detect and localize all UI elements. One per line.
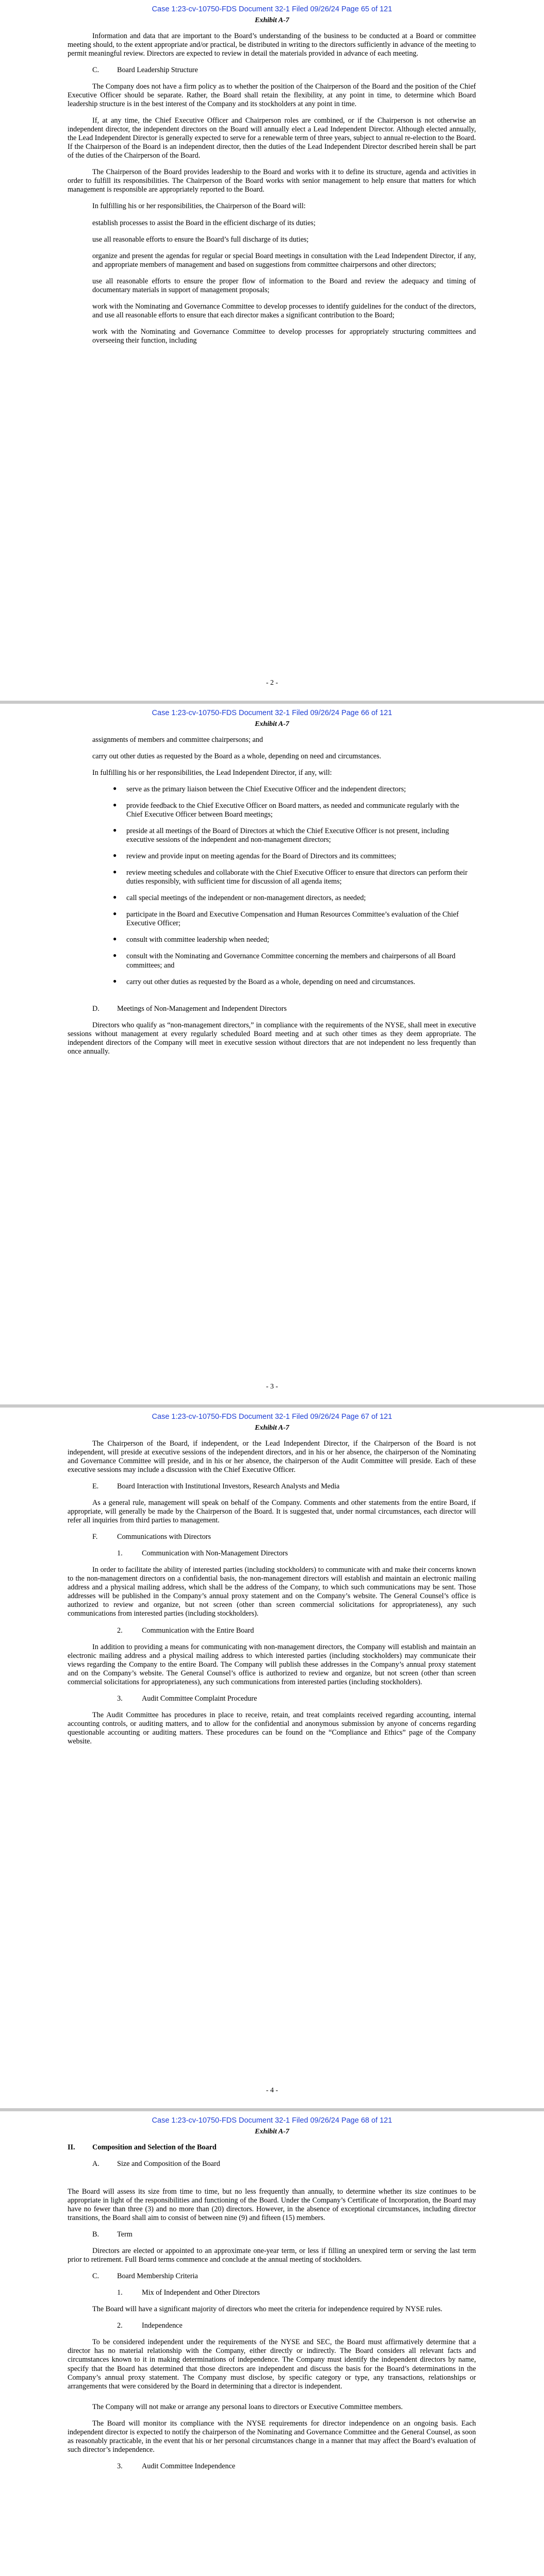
section-number: 3. [117, 1694, 123, 1703]
exhibit-label: Exhibit A-7 [255, 2128, 289, 2136]
bullet-item: ● participate in the Board and Executive Compensation and Human Resources Committee’s evaluation of the Chief Executive Officer; [113, 910, 476, 928]
paragraph: use all reasonable efforts to ensure the Board’s full discharge of its duties; [92, 235, 309, 244]
section-heading [68, 2289, 476, 2297]
exhibit-label: Exhibit A-7 [255, 1424, 289, 1432]
bullet-item: ● call special meetings of the independent or non-management directors, as needed; [113, 894, 476, 903]
bullet-item: ● carry out other duties as requested by the Board as a whole, depending on need and circumstances. [113, 978, 476, 987]
paragraph: In addition to providing a means for communicating with non-management directors, the Company will establish and maintain an electronic mailing address and a physical mailing address to which interested parties (including stockholders) may communicate their views regarding the Company to the entire Board. The Company will publish these addresses in the Company’s annual proxy statement and on the Company’s website. The General Counsel’s office is authorized to review and organize, but not screen (other than screen commercial solicitations for appropriateness), any such communications from interested parties (including stockholders). [68, 1642, 476, 1686]
section-number: E. [92, 1482, 99, 1491]
paragraph: The Company will not make or arrange any personal loans to directors or Executive Committee members. [92, 2402, 403, 2411]
section-heading [68, 1694, 476, 1703]
section-heading [68, 2143, 476, 2152]
paragraph: carry out other duties as requested by the Board as a whole, depending on need and circumstances. [92, 752, 382, 761]
section-number: 3. [117, 2462, 123, 2470]
section-heading [68, 2272, 476, 2281]
paragraph: work with the Nominating and Governance Committee to develop processes to identify guidelines for the conduct of the directors, and use all reasonable efforts to ensure that each director makes a significant contribution to the Board; [92, 302, 476, 319]
section-heading [68, 66, 476, 75]
page-header: Case 1:23-cv-10750-FDS Document 32-1 Filed 09/26/24 Page 66 of 121 [152, 709, 392, 717]
section-number: D. [92, 1004, 100, 1013]
paragraph: The Chairperson of the Board provides leadership to the Board and works with it to define its structure, agenda and activities in order to fulfill its responsibilities. The Chairperson of the Board works with senior management to help ensure that matters for which management is responsible are appropriately reported to the Board. [68, 168, 476, 194]
paragraph: Information and data that are important to the Board’s understanding of the business to be conducted at a Board or committee meeting should, to the extent appropriate and/or practical, be distributed in writing to the directors sufficiently in advance of the meeting to permit meaningful review. Directors are expected to review in detail the materials provided in advance of each meeting. [68, 32, 476, 58]
page-body [68, 1439, 476, 1754]
exhibit-label: Exhibit A-7 [255, 720, 289, 728]
section-heading [68, 1549, 476, 1558]
paragraph: The Board will monitor its compliance with the NYSE requirements for director independence on an ongoing basis. Each independent director is expected to notify the chairperson of the Nominating and Governance Committee and the General Counsel, as soon as reasonably practicable, in the event that his or her personal circumstances change in a manner that may affect the Board’s evaluation of such director’s independence. [68, 2419, 476, 2454]
page-header: Case 1:23-cv-10750-FDS Document 32-1 Filed 09/26/24 Page 65 of 121 [152, 5, 392, 13]
section-title: Mix of Independent and Other Directors [142, 2289, 260, 2297]
section-number: 2. [117, 1626, 123, 1635]
paragraph: assignments of members and committee chairpersons; and [92, 736, 263, 744]
section-title: Communication with the Entire Board [142, 1626, 254, 1635]
section-title: Term [117, 2230, 133, 2239]
spacer [68, 2399, 476, 2403]
bullet-item: ● consult with the Nominating and Governance Committee concerning the members and chairpersons of all Board committees; and [113, 952, 476, 970]
section-number: II. [68, 2143, 75, 2151]
page [0, 0, 544, 701]
page-number: - 3 - [266, 1383, 278, 1391]
paragraph: The Chairperson of the Board, if independent, or the Lead Independent Director, if the Chairperson of the Board is not independent, will preside at executive sessions of the independent directors, and in his or her absence, the chairperson of the Nominating and Governance Committee will preside, and in his or her absence, the chairperson of the Audit Committee will preside. Each of these executive sessions may include a discussion with the Chief Executive Officer. [68, 1439, 476, 1475]
section-title: Independence [142, 2321, 183, 2330]
paragraph: The Board will assess its size from time to time, but no less frequently than annually, to determine whether its size continues to be appropriate in light of the responsibilities and functioning of the Board. Under the Company’s Certificate of Incorporation, the Board may have no fewer than three (3) and no more than (20) directors. However, in the absence of exceptional circumstances, including director transitions, the Board shall aim to consist of between nine (9) and fifteen (15) members. [68, 2188, 476, 2223]
page-header: Case 1:23-cv-10750-FDS Document 32-1 Filed 09/26/24 Page 67 of 121 [152, 1413, 392, 1421]
section-heading [68, 2160, 476, 2168]
exhibit-label: Exhibit A-7 [255, 16, 289, 24]
paragraph: In fulfilling his or her responsibilities, the Lead Independent Director, if any, will: [92, 769, 332, 777]
page-body [68, 2143, 476, 2479]
paragraph: The Board will have a significant majority of directors who meet the criteria for independence required by NYSE rules. [92, 2305, 442, 2314]
page-body [68, 32, 476, 353]
section-heading [68, 1626, 476, 1635]
section-title: Size and Composition of the Board [117, 2160, 220, 2168]
section-number: 1. [117, 1549, 123, 1558]
section-number: C. [92, 66, 100, 75]
section-number: B. [92, 2230, 100, 2239]
section-title: Composition and Selection of the Board [92, 2143, 217, 2151]
spacer [68, 994, 476, 1005]
paragraph: As a general rule, management will speak on behalf of the Company. Comments and other statements from the entire Board, if appropriate, will generally be made by the Chairperson of the Board. It is suggested that, under normal circumstances, each director will refer all inquiries from third parties to management. [68, 1499, 476, 1525]
paragraph: establish processes to assist the Board in the efficient discharge of its duties; [92, 218, 316, 227]
page-number: - 2 - [266, 679, 278, 687]
paragraph: If, at any time, the Chief Executive Officer and Chairperson roles are combined, or if the Chairperson is not otherwise an independent director, the independent directors on the Board will annually elect a Lead Independent Director. Although elected annually, the Lead Independent Director is generally expected to serve for a renewable term of three years, subject to annual re-election to the Board. If the Chairperson of the Board is an independent director, then the duties of the Lead Independent Director described herein shall be part of the duties of the Chairperson of the Board. [68, 116, 476, 160]
section-heading [68, 1005, 476, 1013]
page [0, 1408, 544, 2108]
bullet-item: ● review and provide input on meeting agendas for the Board of Directors and its committees; [113, 852, 476, 861]
section-number: 2. [117, 2321, 123, 2330]
paragraph: Directors are elected or appointed to an approximate one-year term, or less if filling an unexpired term or serving the last term prior to retirement. Full Board terms commence and conclude at the annual meeting of stockholders. [68, 2247, 476, 2264]
paragraph: The Audit Committee has procedures in place to receive, retain, and treat complaints received regarding accounting, internal accounting controls, or auditing matters, and to allow for the confidential and anonymous submission by anyone of concerns regarding questionable accounting or auditing matters. These procedures can be found on the “Compliance and Ethics” page of the Company website. [68, 1710, 476, 1745]
section-number: A. [92, 2160, 100, 2168]
page-header: Case 1:23-cv-10750-FDS Document 32-1 Filed 09/26/24 Page 68 of 121 [152, 2116, 392, 2125]
section-title: Communications with Directors [117, 1533, 211, 1541]
section-heading [68, 1482, 476, 1491]
page-number: - 4 - [266, 2087, 278, 2094]
bullet-item: ● consult with committee leadership when needed; [113, 936, 476, 944]
section-heading [68, 2462, 476, 2471]
section-title: Communication with Non-Management Directors [142, 1549, 288, 1558]
section-heading [68, 1533, 476, 1541]
section-title: Meetings of Non-Management and Independent Directors [117, 1004, 287, 1013]
paragraph: In order to facilitate the ability of interested parties (including stockholders) to communicate with and make their concerns known to the non-management directors on a confidential basis, the non-management directors will establish and maintain an electronic mailing address and a physical mailing address, which shall be the address of the Company, to which such communications may be sent. Those addresses will be published in the Company’s annual proxy statement and on the Company’s website. The General Counsel’s office is authorized to review and organize, but not screen (other than screen commercial solicitations for appropriateness), any such communications from interested parties (including stockholders). [68, 1566, 476, 1618]
bullet-item: ● serve as the primary liaison between the Chief Executive Officer and the independent directors; [113, 785, 476, 794]
bullet-item: ● preside at all meetings of the Board of Directors at which the Chief Executive Officer is not present, including executive sessions of the independent and non-management directors; [113, 827, 476, 844]
paragraph: The Company does not have a firm policy as to whether the position of the Chairperson of the Board and the position of the Chief Executive Officer should be separate. Rather, the Board shall retain the flexibility, at any point in time, to determine which Board leadership structure is in the best interest of the Company and its stockholders at any point in time. [68, 82, 476, 109]
section-title: Board Membership Criteria [117, 2272, 198, 2281]
page [0, 704, 544, 1404]
page-body [68, 736, 476, 1064]
paragraph: To be considered independent under the requirements of the NYSE and SEC, the Board must affirmatively determine that a director has no material relationship with the Company, either directly or indirectly. The Board considers all relevant facts and circumstances known to it in making determinations of independence. The Company must identify the independent directors by name, specify that the Board has determined that those directors are independent and discuss the basis for the Board’s determinations in the Company’s annual proxy statement. The Company must disclose, by specific category or type, any transactions, relationships or arrangements that were considered by the Board in determining that a director is independent. [68, 2338, 476, 2391]
paragraph: organize and present the agendas for regular or special Board meetings in consultation with the Lead Independent Director, if any, and appropriate members of management and based on suggestions from committee chairpersons and other directors; [92, 251, 476, 269]
page [0, 2111, 544, 2576]
section-number: F. [92, 1533, 98, 1541]
section-title: Board Leadership Structure [117, 66, 198, 75]
section-heading [68, 2321, 476, 2330]
section-heading [68, 2230, 476, 2239]
section-title: Audit Committee Complaint Procedure [142, 1694, 257, 1703]
section-title: Audit Committee Independence [142, 2462, 236, 2470]
paragraph: work with the Nominating and Governance Committee to develop processes for appropriately structuring committees and overseeing their function, including [92, 327, 476, 345]
bullet-item: ● review meeting schedules and collaborate with the Chief Executive Officer to ensure that directors can perform their duties responsibly, with sufficient time for discussion of all agenda items; [113, 869, 476, 886]
paragraph: use all reasonable efforts to ensure the proper flow of information to the Board and review the adequacy and timing of documentary materials in support of management proposals; [92, 277, 476, 294]
section-number: 1. [117, 2289, 123, 2297]
section-number: C. [92, 2272, 100, 2281]
section-title: Board Interaction with Institutional Investors, Research Analysts and Media [117, 1482, 340, 1491]
bullet-item: ● provide feedback to the Chief Executive Officer on Board matters, as needed and communicate regularly with the Chief Executive Officer between Board meetings; [113, 802, 476, 819]
paragraph: In fulfilling his or her responsibilities, the Chairperson of the Board will: [92, 202, 306, 211]
paragraph: Directors who qualify as “non-management directors,” in compliance with the requirements of the NYSE, shall meet in executive sessions without management at every regularly scheduled Board meeting and at such other times as they deem appropriate. The independent directors of the Company will meet in executive session without directors that are not independent no less frequently than once annually. [68, 1021, 476, 1056]
spacer [68, 2176, 476, 2188]
